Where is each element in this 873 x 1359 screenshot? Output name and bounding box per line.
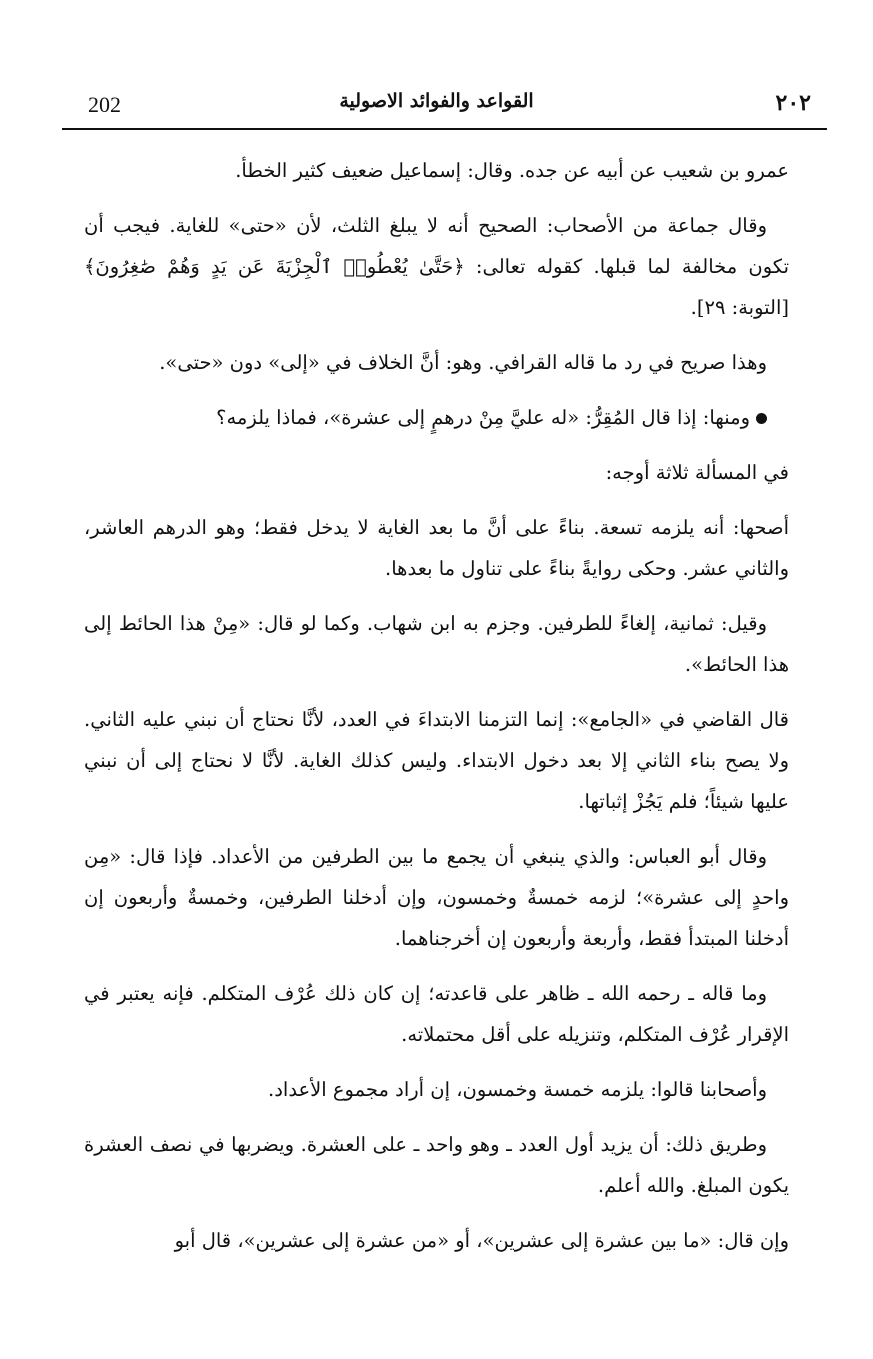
- header-rule: [62, 128, 827, 130]
- page-number-arabic: ٢٠٢: [775, 90, 811, 116]
- paragraph: وأصحابنا قالوا: يلزمه خمسة وخمسون، إن أراد مجموع الأعداد.: [268, 1078, 767, 1101]
- bullet-paragraph: [84, 397, 789, 438]
- page-header: [62, 86, 811, 126]
- paragraph: أصحها: أنه يلزمه تسعة. بناءً على أنَّ ما بعد الغاية لا يدخل فقط؛ وهو الدرهم العاشر، والثاني عشر. وحكى روايةً بناءً على تناول ما بعدها.: [84, 516, 789, 580]
- paragraph: قال القاضي في «الجامع»: إنما التزمنا الابتداءَ في العدد، لأنَّا نحتاج أن نبني عليه الثاني. ولا يصح بناء الثاني إلا بعد دخول الابتداء. وليس كذلك الغاية. لأنَّا لا نحتاج إلى أن نبني عليها شيئاً؛ فلم يَجُزْ إثباتها.: [84, 708, 789, 813]
- paragraph: وهذا صريح في رد ما قاله القرافي. وهو: أنَّ الخلاف في «إلى» دون «حتى».: [159, 351, 767, 374]
- paragraph: وطريق ذلك: أن يزيد أول العدد ـ وهو واحد ـ على العشرة. ويضربها في نصف العشرة يكون المبلغ. والله أعلم.: [84, 1133, 789, 1197]
- paragraph: في المسألة ثلاثة أوجه:: [605, 461, 789, 484]
- paragraph-text: ومنها: إذا قال المُقِرُّ: «له عليَّ مِنْ درهمٍ إلى عشرة»، فماذا يلزمه؟: [216, 406, 750, 429]
- paragraph: وما قاله ـ رحمه الله ـ ظاهر على قاعدته؛ إن كان ذلك عُرْف المتكلم. فإنه يعتبر في الإقرار عُرْف المتكلم، وتنزيله على أقل محتملاته.: [84, 982, 789, 1046]
- paragraph: وقيل: ثمانية، إلغاءً للطرفين. وجزم به ابن شهاب. وكما لو قال: «مِنْ هذا الحائط إلى هذا الحائط».: [84, 612, 789, 676]
- paragraph: وقال جماعة من الأصحاب: الصحيح أنه لا يبلغ الثلث، لأن «حتى» للغاية. فيجب أن تكون مخالفة لما قبلها. كقوله تعالى: ﴿حَتَّىٰ يُعْطُوا۟ ٱلْجِزْيَةَ عَن يَدٍ وَهُمْ صَٰغِرُونَ﴾ [التوبة: ٢٩].: [84, 214, 789, 319]
- page-number-latin: 202: [88, 92, 121, 117]
- paragraph: وإن قال: «ما بين عشرة إلى عشرين»، أو «من عشرة إلى عشرين»، قال أبو: [174, 1229, 789, 1252]
- page-body: [84, 150, 789, 1275]
- paragraph: وقال أبو العباس: والذي ينبغي أن يجمع ما بين الطرفين من الأعداد. فإذا قال: «مِن واحدٍ إلى عشرة»؛ لزمه خمسةٌ وخمسون، وإن أدخلنا الطرفين، وخمسةٌ وأربعون إن أدخلنا المبتدأ فقط، وأربعة وأربعون إن أخرجناهما.: [84, 845, 789, 950]
- running-title: القواعد والفوائد الاصولية: [339, 90, 534, 112]
- bullet-dot-icon: [756, 413, 767, 424]
- paragraph: عمرو بن شعيب عن أبيه عن جده. وقال: إسماعيل ضعيف كثير الخطأ.: [235, 159, 789, 182]
